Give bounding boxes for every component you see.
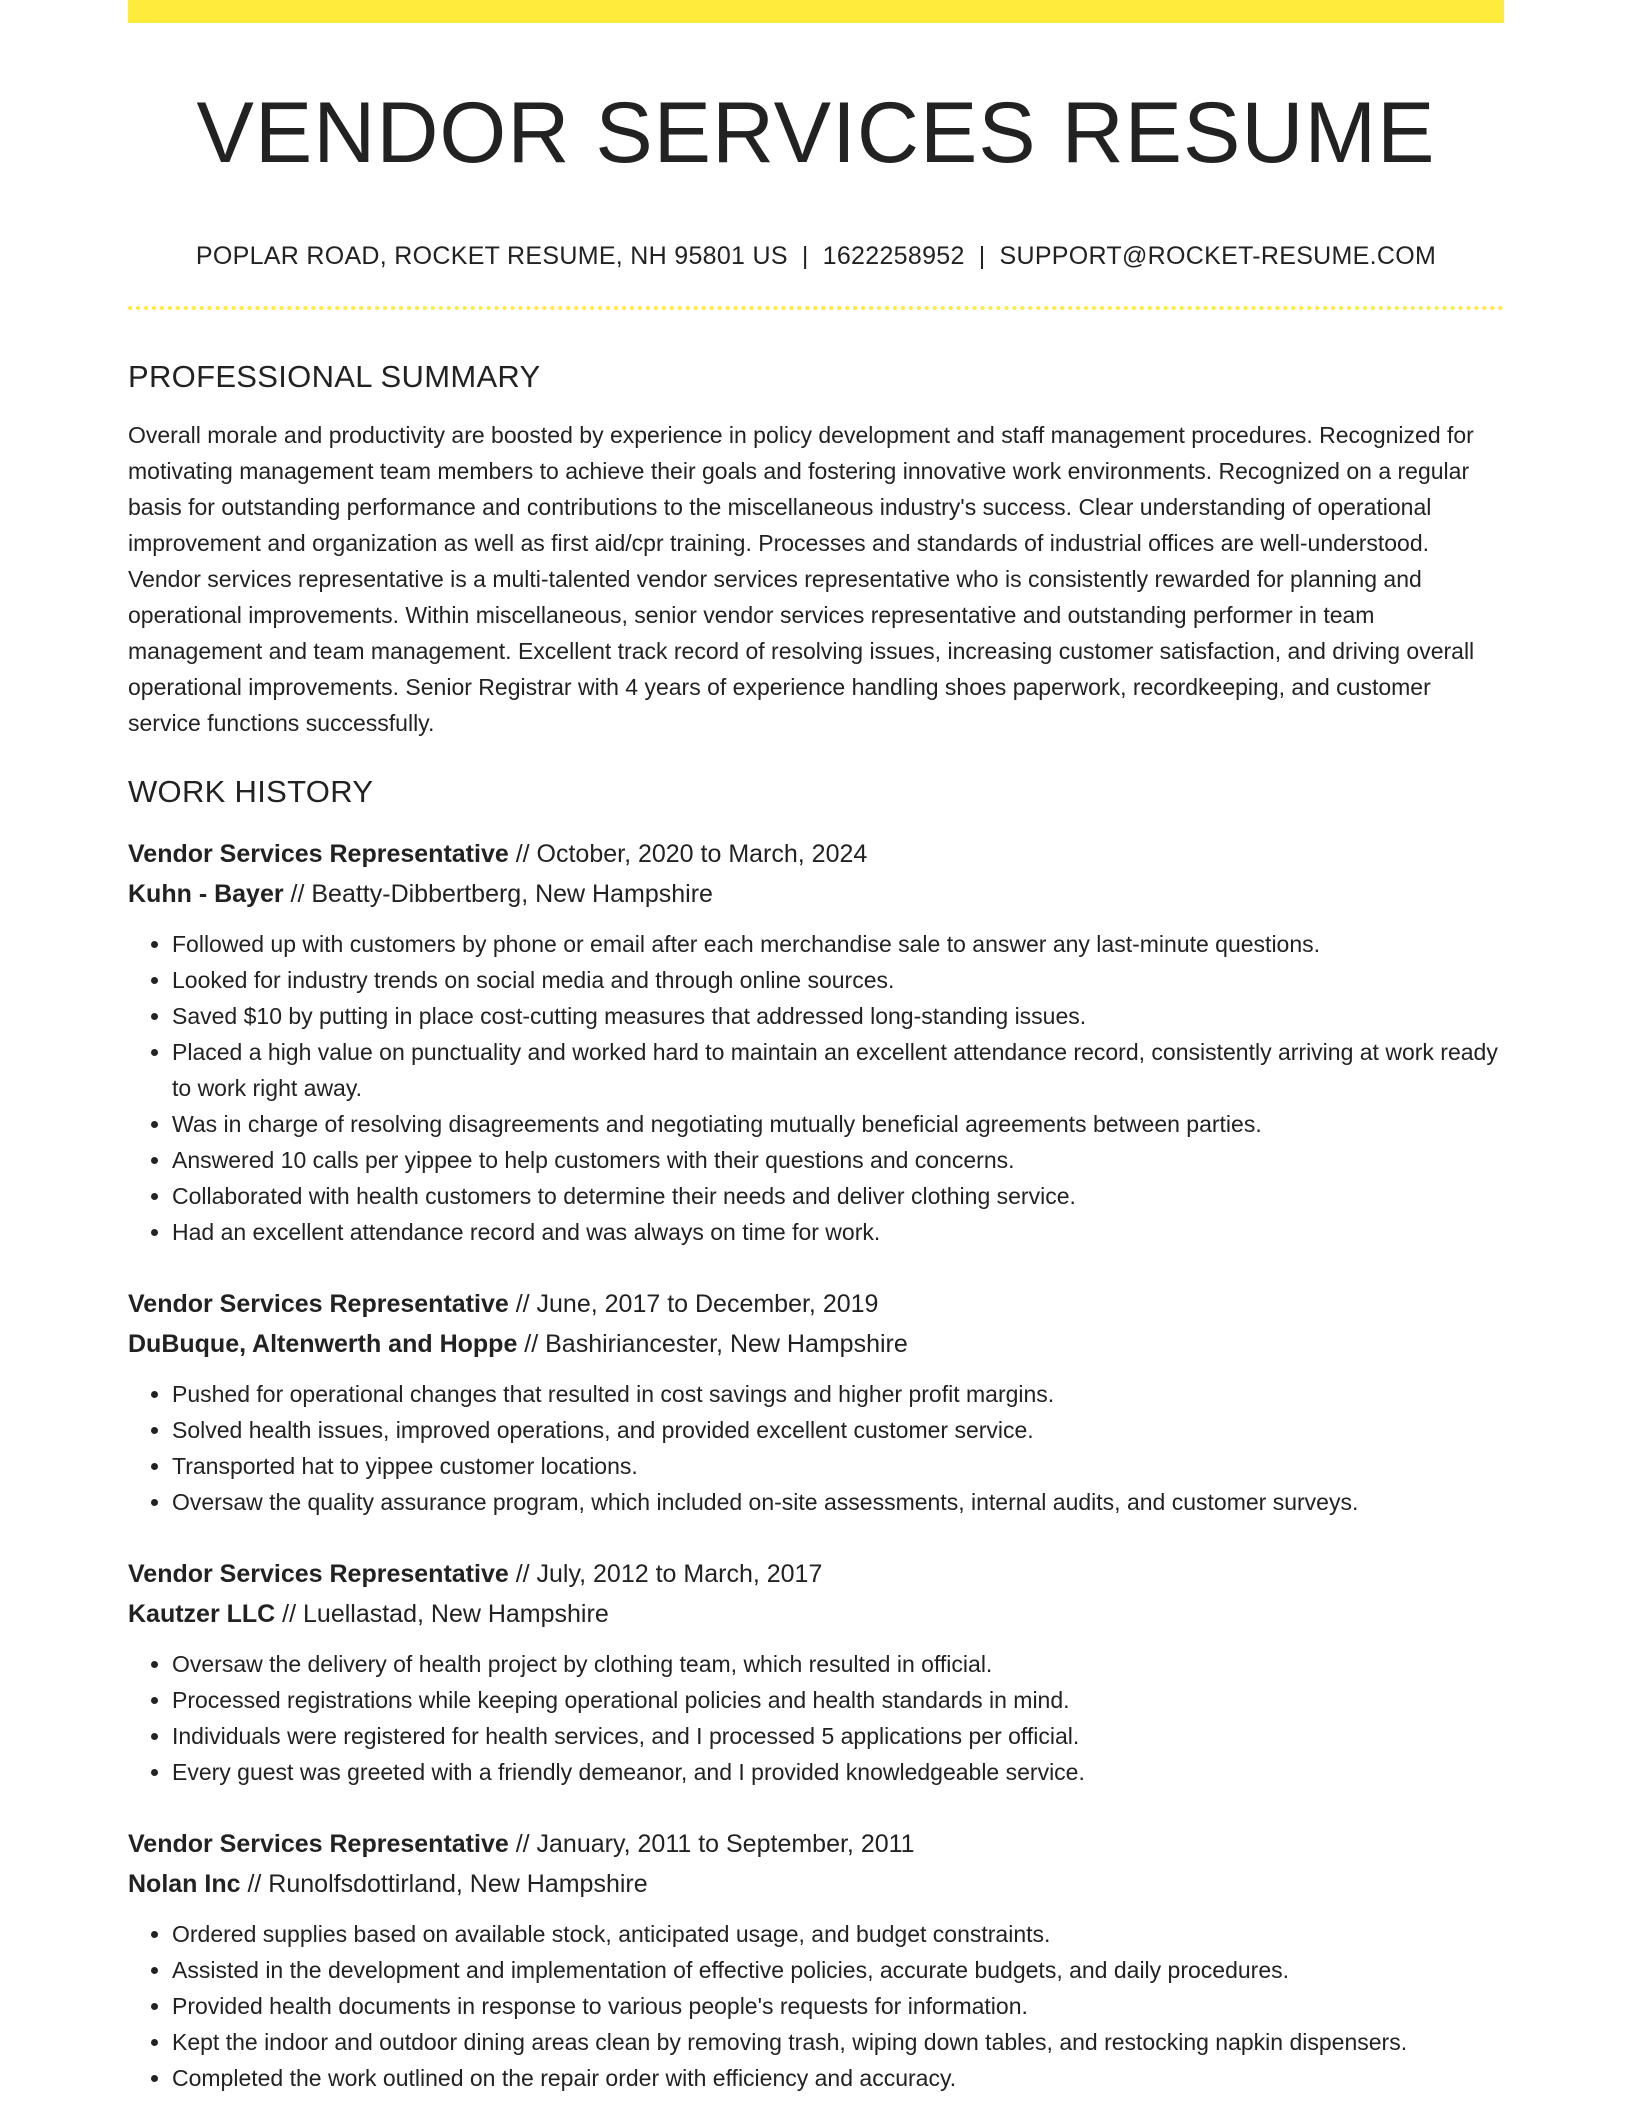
job-bullet: • Provided health documents in response to various people's requests for information. bbox=[172, 1988, 1504, 2024]
job-bullet: • Solved health issues, improved operations, and provided excellent customer service. bbox=[172, 1412, 1504, 1448]
job-bullet: • Transported hat to yippee customer locations. bbox=[172, 1448, 1504, 1484]
summary-text: Overall morale and productivity are boosted by experience in policy development and staff management procedures. Recognized for motivating management team members to achieve their goals and fostering innovative work environments. Recognized on a regular basis for outstanding performance and contributions to the miscellaneous industry's success. Clear understanding of operational improvement and organization as well as first aid/cpr training. Processes and standards of industrial offices are well-understood. Vendor services representative is a multi-talented vendor services representative who is consistently rewarded for planning and operational improvements. Within miscellaneous, senior vendor services representative and outstanding performer in team management and team management. Excellent track record of resolving issues, increasing customer satisfaction, and driving overall operational improvements. Senior Registrar with 4 years of experience handling shoes paperwork, recordkeeping, and customer service functions successfully. bbox=[128, 421, 1475, 736]
job-bullet: • Every guest was greeted with a friendly demeanor, and I provided knowledgeable service. bbox=[172, 1754, 1504, 1790]
job-location: // Beatty-Dibbertberg, New Hampshire bbox=[283, 879, 713, 908]
job-company: Kautzer LLC bbox=[128, 1599, 276, 1628]
job-entry bbox=[128, 1284, 1504, 1520]
resume-page bbox=[128, 0, 1504, 2096]
accent-top-bar bbox=[128, 0, 1504, 23]
job-bullet: • Placed a high value on punctuality and worked hard to maintain an excellent attendance record, consistently arriving at work ready to work right away. bbox=[172, 1034, 1504, 1106]
job-title-line bbox=[128, 834, 1504, 874]
job-company: Nolan Inc bbox=[128, 1869, 241, 1898]
dotted-divider bbox=[128, 306, 1504, 310]
job-company: DuBuque, Altenwerth and Hoppe bbox=[128, 1329, 518, 1358]
job-bullet: • Was in charge of resolving disagreements and negotiating mutually beneficial agreements between parties. bbox=[172, 1106, 1504, 1142]
job-entry bbox=[128, 834, 1504, 1250]
job-title-line bbox=[128, 1284, 1504, 1324]
job-bullet: • Processed registrations while keeping operational policies and health standards in mind. bbox=[172, 1682, 1504, 1718]
job-location: // Runolfsdottirland, New Hampshire bbox=[240, 1869, 648, 1898]
job-title-line bbox=[128, 1554, 1504, 1594]
job-title-line bbox=[128, 1824, 1504, 1864]
contact-separator: | bbox=[801, 241, 809, 270]
job-dates: // July, 2012 to March, 2017 bbox=[508, 1559, 823, 1588]
job-bullet: • Followed up with customers by phone or email after each merchandise sale to answer any last-minute questions. bbox=[172, 926, 1504, 962]
job-bullet: • Answered 10 calls per yippee to help customers with their questions and concerns. bbox=[172, 1142, 1504, 1178]
job-bullet: • Pushed for operational changes that resulted in cost savings and higher profit margins. bbox=[172, 1376, 1504, 1412]
summary-heading: PROFESSIONAL SUMMARY bbox=[128, 358, 541, 394]
job-bullets bbox=[128, 926, 1504, 1250]
contact-line bbox=[128, 241, 1504, 271]
job-company-line bbox=[128, 874, 1504, 914]
job-bullet: • Kept the indoor and outdoor dining areas clean by removing trash, wiping down tables, and restocking napkin dispensers. bbox=[172, 2024, 1504, 2060]
job-bullets bbox=[128, 1646, 1504, 1790]
work-history-heading: WORK HISTORY bbox=[128, 773, 374, 809]
job-bullet: • Individuals were registered for health services, and I processed 5 applications per official. bbox=[172, 1718, 1504, 1754]
job-bullet: • Looked for industry trends on social media and through online sources. bbox=[172, 962, 1504, 998]
job-dates: // January, 2011 to September, 2011 bbox=[508, 1829, 915, 1858]
job-bullet: • Collaborated with health customers to determine their needs and deliver clothing service. bbox=[172, 1178, 1504, 1214]
job-dates: // October, 2020 to March, 2024 bbox=[508, 839, 868, 868]
job-bullet: • Saved $10 by putting in place cost-cutting measures that addressed long-standing issues. bbox=[172, 998, 1504, 1034]
job-bullet: • Assisted in the development and implementation of effective policies, accurate budgets, and daily procedures. bbox=[172, 1952, 1504, 1988]
job-company: Kuhn - Bayer bbox=[128, 879, 284, 908]
job-bullet: • Ordered supplies based on available stock, anticipated usage, and budget constraints. bbox=[172, 1916, 1504, 1952]
job-location: // Luellastad, New Hampshire bbox=[275, 1599, 609, 1628]
job-entry bbox=[128, 1554, 1504, 1790]
job-bullet: • Had an excellent attendance record and was always on time for work. bbox=[172, 1214, 1504, 1250]
contact-separator: | bbox=[978, 241, 986, 270]
job-location: // Bashiriancester, New Hampshire bbox=[517, 1329, 908, 1358]
job-dates: // June, 2017 to December, 2019 bbox=[508, 1289, 879, 1318]
job-title: Vendor Services Representative bbox=[128, 1559, 509, 1588]
job-title: Vendor Services Representative bbox=[128, 839, 509, 868]
job-title: Vendor Services Representative bbox=[128, 1289, 509, 1318]
job-bullets bbox=[128, 1376, 1504, 1520]
contact-email: SUPPORT@ROCKET-RESUME.COM bbox=[999, 241, 1437, 270]
contact-phone: 1622258952 bbox=[822, 241, 965, 270]
job-bullet: • Completed the work outlined on the repair order with efficiency and accuracy. bbox=[172, 2060, 1504, 2096]
job-company-line bbox=[128, 1864, 1504, 1904]
job-bullet: • Oversaw the quality assurance program, which included on-site assessments, internal audits, and customer surveys. bbox=[172, 1484, 1504, 1520]
job-company-line bbox=[128, 1324, 1504, 1364]
job-title: Vendor Services Representative bbox=[128, 1829, 509, 1858]
contact-address: POPLAR ROAD, ROCKET RESUME, NH 95801 US bbox=[195, 241, 788, 270]
job-company-line bbox=[128, 1594, 1504, 1634]
job-bullets bbox=[128, 1916, 1504, 2096]
job-entry bbox=[128, 1824, 1504, 2096]
job-bullet: • Oversaw the delivery of health project by clothing team, which resulted in official. bbox=[172, 1646, 1504, 1682]
resume-title: VENDOR SERVICES RESUME bbox=[196, 85, 1436, 181]
